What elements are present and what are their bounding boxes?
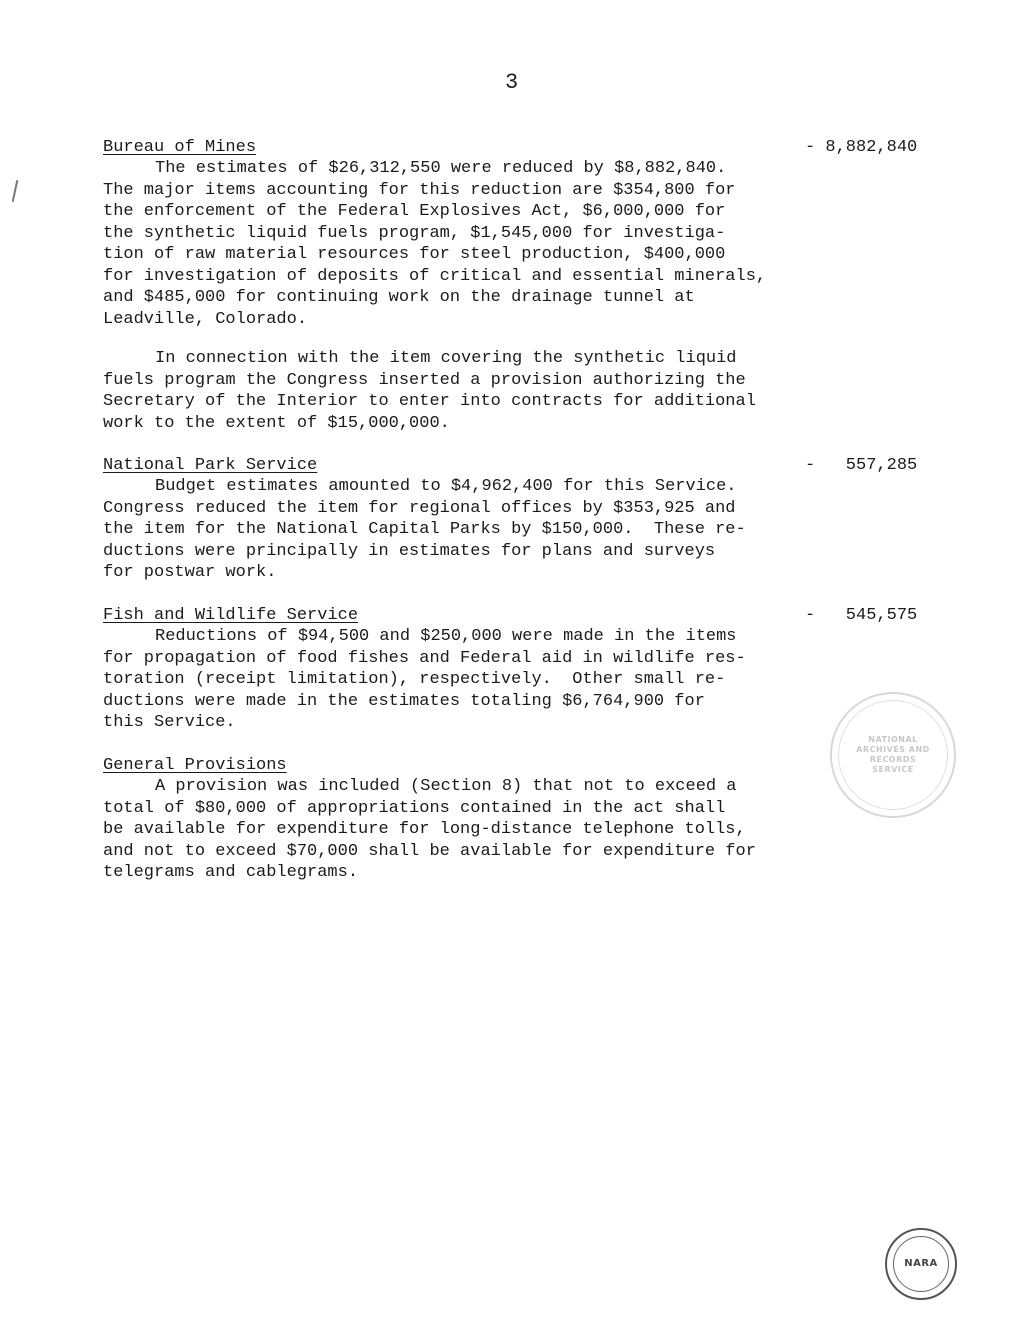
section-heading: Fish and Wildlife Service (103, 606, 359, 625)
text-line: total of $80,000 of appropriations contained in the act shall (103, 798, 726, 818)
text-line: the enforcement of the Federal Explosives Act, $6,000,000 for (103, 202, 726, 221)
text-line: telegrams and cablegrams. (103, 863, 359, 882)
page-number: 3 (505, 70, 519, 95)
text-line: Leadville, Colorado. (103, 309, 308, 329)
section-body (103, 158, 803, 330)
text-line: the item for the National Capital Parks by $150,000. These re- (103, 520, 746, 539)
section-bureau-of-mines (103, 137, 803, 330)
section-heading: General Provisions (103, 756, 287, 775)
text-line: for postwar work. (103, 563, 277, 582)
stamp-line: NATIONAL (868, 735, 918, 744)
stamp-text: NARA (904, 1258, 938, 1269)
stamp-line: SERVICE (872, 765, 914, 774)
text-line: for investigation of deposits of critical and essential minerals, (103, 266, 767, 286)
text-line: Congress reduced the item for regional offices by $353,925 and (103, 498, 736, 518)
text-line: A provision was included (Section 8) that not to exceed a (155, 777, 737, 796)
text-line: ductions were principally in estimates for plans and surveys (103, 541, 716, 561)
section-general-provisions (103, 755, 803, 884)
margin-mark (12, 180, 19, 202)
text-line: toration (receipt limitation), respectively. Other small re- (103, 670, 726, 689)
section-body (103, 626, 803, 734)
text-line: and not to exceed $70,000 shall be available for expenditure for (103, 841, 756, 861)
text-line: fuels program the Congress inserted a provision authorizing the (103, 370, 746, 390)
text-line: work to the extent of $15,000,000. (103, 413, 450, 433)
section-bureau-of-mines-continued (103, 348, 803, 434)
library-seal-stamp (830, 692, 956, 818)
section-fish-and-wildlife-service (103, 605, 803, 734)
text-line: In connection with the item covering the synthetic liquid (155, 349, 737, 368)
stamp-line: RECORDS (869, 755, 917, 764)
amount-national-park-service: - 557,285 (805, 456, 918, 475)
amount-fish-and-wildlife-service: - 545,575 (805, 606, 918, 625)
text-line: this Service. (103, 713, 236, 732)
section-heading: Bureau of Mines (103, 138, 257, 157)
amount-bureau-of-mines: - 8,882,840 (805, 138, 918, 157)
text-line: tion of raw material resources for steel production, $400,000 (103, 245, 726, 264)
section-national-park-service (103, 455, 803, 584)
text-line: the synthetic liquid fuels program, $1,545,000 for investiga- (103, 223, 726, 243)
text-line: Secretary of the Interior to enter into contracts for additional (103, 392, 756, 411)
section-body (103, 476, 803, 584)
stamp-ring (838, 700, 948, 810)
section-heading: National Park Service (103, 456, 318, 475)
text-line: for propagation of food fishes and Federal aid in wildlife res- (103, 648, 746, 668)
text-line: Budget estimates amounted to $4,962,400 for this Service. (155, 477, 737, 496)
text-line: The estimates of $26,312,550 were reduced by $8,882,840. (155, 159, 727, 178)
text-line: and $485,000 for continuing work on the drainage tunnel at (103, 288, 695, 307)
text-line: be available for expenditure for long-distance telephone tolls, (103, 820, 746, 839)
text-line: The major items accounting for this reduction are $354,800 for (103, 180, 736, 200)
section-body (103, 348, 803, 434)
section-body (103, 776, 803, 884)
stamp-ring (893, 1236, 949, 1292)
text-line: ductions were made in the estimates totaling $6,764,900 for (103, 691, 705, 711)
text-line: Reductions of $94,500 and $250,000 were made in the items (155, 627, 737, 646)
nara-stamp (885, 1228, 957, 1300)
stamp-line: ARCHIVES AND (856, 745, 930, 754)
